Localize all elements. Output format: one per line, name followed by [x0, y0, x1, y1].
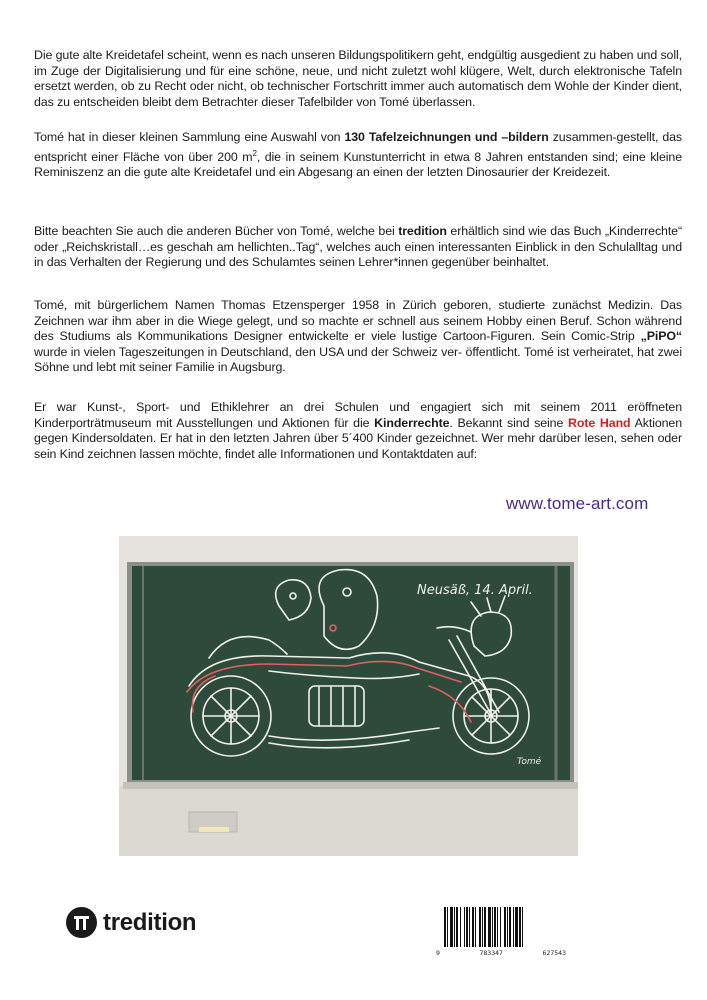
chalk-signature: Tomé — [517, 757, 542, 767]
barcode-bar — [500, 907, 501, 947]
intro-text: Die gute alte Kreidetafel scheint, wenn es nach unseren Bildungspolitikern geht, endgültig ausgedient zu haben und soll, im Zuge der Digitalisierung und für eine schöne, neue, und nicht zuletzt wohl klügere, Welt, durch elektronische Tafeln ersetzt werden, ob zu Recht oder nicht, ob technischer Fortschritt immer auch automatisch dem Wohle der Kinder dient, das zu entscheiden bleibt dem Betrachter dieser Tafelbilder von Tomé überlassen. — [34, 48, 682, 109]
barcode-bar — [469, 907, 470, 947]
collection-text-after-1: zusammen-gestellt, das entspricht einer Fläche von über 200 m — [34, 130, 682, 164]
collection-text-before: Tomé hat in dieser kleinen Sammlung eine Auswahl von — [34, 130, 345, 144]
barcode-bar — [447, 907, 448, 947]
barcode-bar — [475, 907, 476, 947]
barcode-digits-left: 9 — [436, 949, 440, 957]
chalkboard-photo — [119, 536, 578, 856]
bio-text-after: wurde in vielen Tageszeitungen in Deutschland, den USA und der Schweiz ver- öffentlicht. Tomé ist verheiratet, hat zwei Söhne und lebt mit seiner Familie in Augsburg. — [34, 344, 682, 375]
chalkboard-illustration — [119, 536, 578, 856]
collection-text-after-2: , die in seinem Kunstunterricht in etwa 8 Jahren entstanden sind; eine kleine Reminiszenz an die gute alte Kreidetafel und ein Abgesang an einen der letzten Dinosaurier der Kreidezeit. — [34, 149, 682, 180]
barcode-digits — [436, 949, 566, 957]
website-link[interactable]: www.tome-art.com — [506, 494, 649, 513]
publisher-logo — [66, 907, 196, 938]
books-text-after: erhältlich sind wie das Buch „Kinderrechte“ oder „Reichskristall…es geschah am hellichten..Tag“, welches auch einen interessanten Einblick in den Schulalltag und in das Verhalten der Regierung und des Schulamtes seinen Lehrer*innen gegenüber beinhaltet. — [34, 224, 683, 270]
teacher-paragraph — [34, 400, 682, 462]
bio-paragraph — [34, 298, 682, 376]
barcode-digits-middle: 783347 — [479, 949, 503, 957]
teacher-kinderrechte-highlight: Kinderrechte — [374, 415, 450, 430]
isbn-barcode — [436, 907, 566, 958]
barcode-bar — [444, 907, 446, 947]
barcode-bar — [492, 907, 493, 947]
barcode-bar — [450, 907, 453, 947]
intro-paragraph — [34, 48, 682, 110]
barcode-bar — [484, 907, 486, 947]
barcode-bar — [456, 907, 458, 947]
barcode-bar — [509, 907, 511, 947]
barcode-bar — [464, 907, 465, 947]
barcode-bar — [472, 907, 474, 947]
chalk-caption: Neusäß, 14. April. — [417, 583, 533, 598]
publisher-name: tredition — [103, 908, 197, 936]
collection-superscript: 2 — [252, 148, 257, 158]
barcode-bar — [479, 907, 481, 947]
barcode-bar — [482, 907, 483, 947]
barcode-bar — [488, 907, 491, 947]
teacher-text-after: Aktionen gegen Kindersoldaten. Er hat in den letzten Jahren über 5´400 Kinder gezeichnet. Wer mehr darüber lesen, sehen oder sein Kind zeichnen lassen möchte, findet alle Informationen und Kontaktdaten auf: — [34, 415, 683, 461]
barcode-bar — [507, 907, 508, 947]
barcode-bars — [436, 907, 566, 949]
barcode-bar — [454, 907, 455, 947]
barcode-bar — [466, 907, 468, 947]
barcode-bar — [497, 907, 498, 947]
teacher-text-before: Er war Kunst-, Sport- und Ethiklehrer an drei Schulen und engagiert sich mit seinem 2011 eröffneten Kinderporträtmuseum mit Ausstellungen und Aktionen für die — [34, 400, 682, 430]
books-publisher-highlight: tredition — [398, 224, 447, 238]
bio-comic-highlight: „PiPO“ — [640, 329, 682, 344]
barcode-bar — [522, 907, 523, 947]
barcode-bar — [519, 907, 521, 947]
tredition-logo-icon — [66, 907, 97, 938]
barcode-bar — [460, 907, 461, 947]
books-paragraph — [34, 224, 682, 271]
barcode-bar — [513, 907, 514, 947]
bio-text-before: Tomé, mit bürgerlichem Namen Thomas Etzensperger 1958 in Zürich geboren, studierte zunächst Medizin. Das Zeichnen war ihm aber in die Wiege gelegt, und so machte er schnell aus seinem Hobby einen Beruf. Schon während des Studiums als Kommunikations Designer entwickelte er viele lustige Cartoon-Figuren. Sein Comic-Strip — [34, 298, 682, 344]
barcode-bar — [515, 907, 518, 947]
collection-highlight: 130 Tafelzeichnungen und –bildern — [344, 130, 549, 144]
barcode-digits-right: 627543 — [542, 949, 566, 957]
barcode-bar — [494, 907, 496, 947]
books-text-before: Bitte beachten Sie auch die anderen Bücher von Tomé, welche bei — [34, 224, 399, 238]
teacher-text-middle: . Bekannt sind seine — [449, 415, 569, 430]
collection-paragraph — [34, 130, 682, 181]
teacher-rote-hand-highlight: Rote Hand — [568, 415, 631, 430]
barcode-bar — [504, 907, 506, 947]
